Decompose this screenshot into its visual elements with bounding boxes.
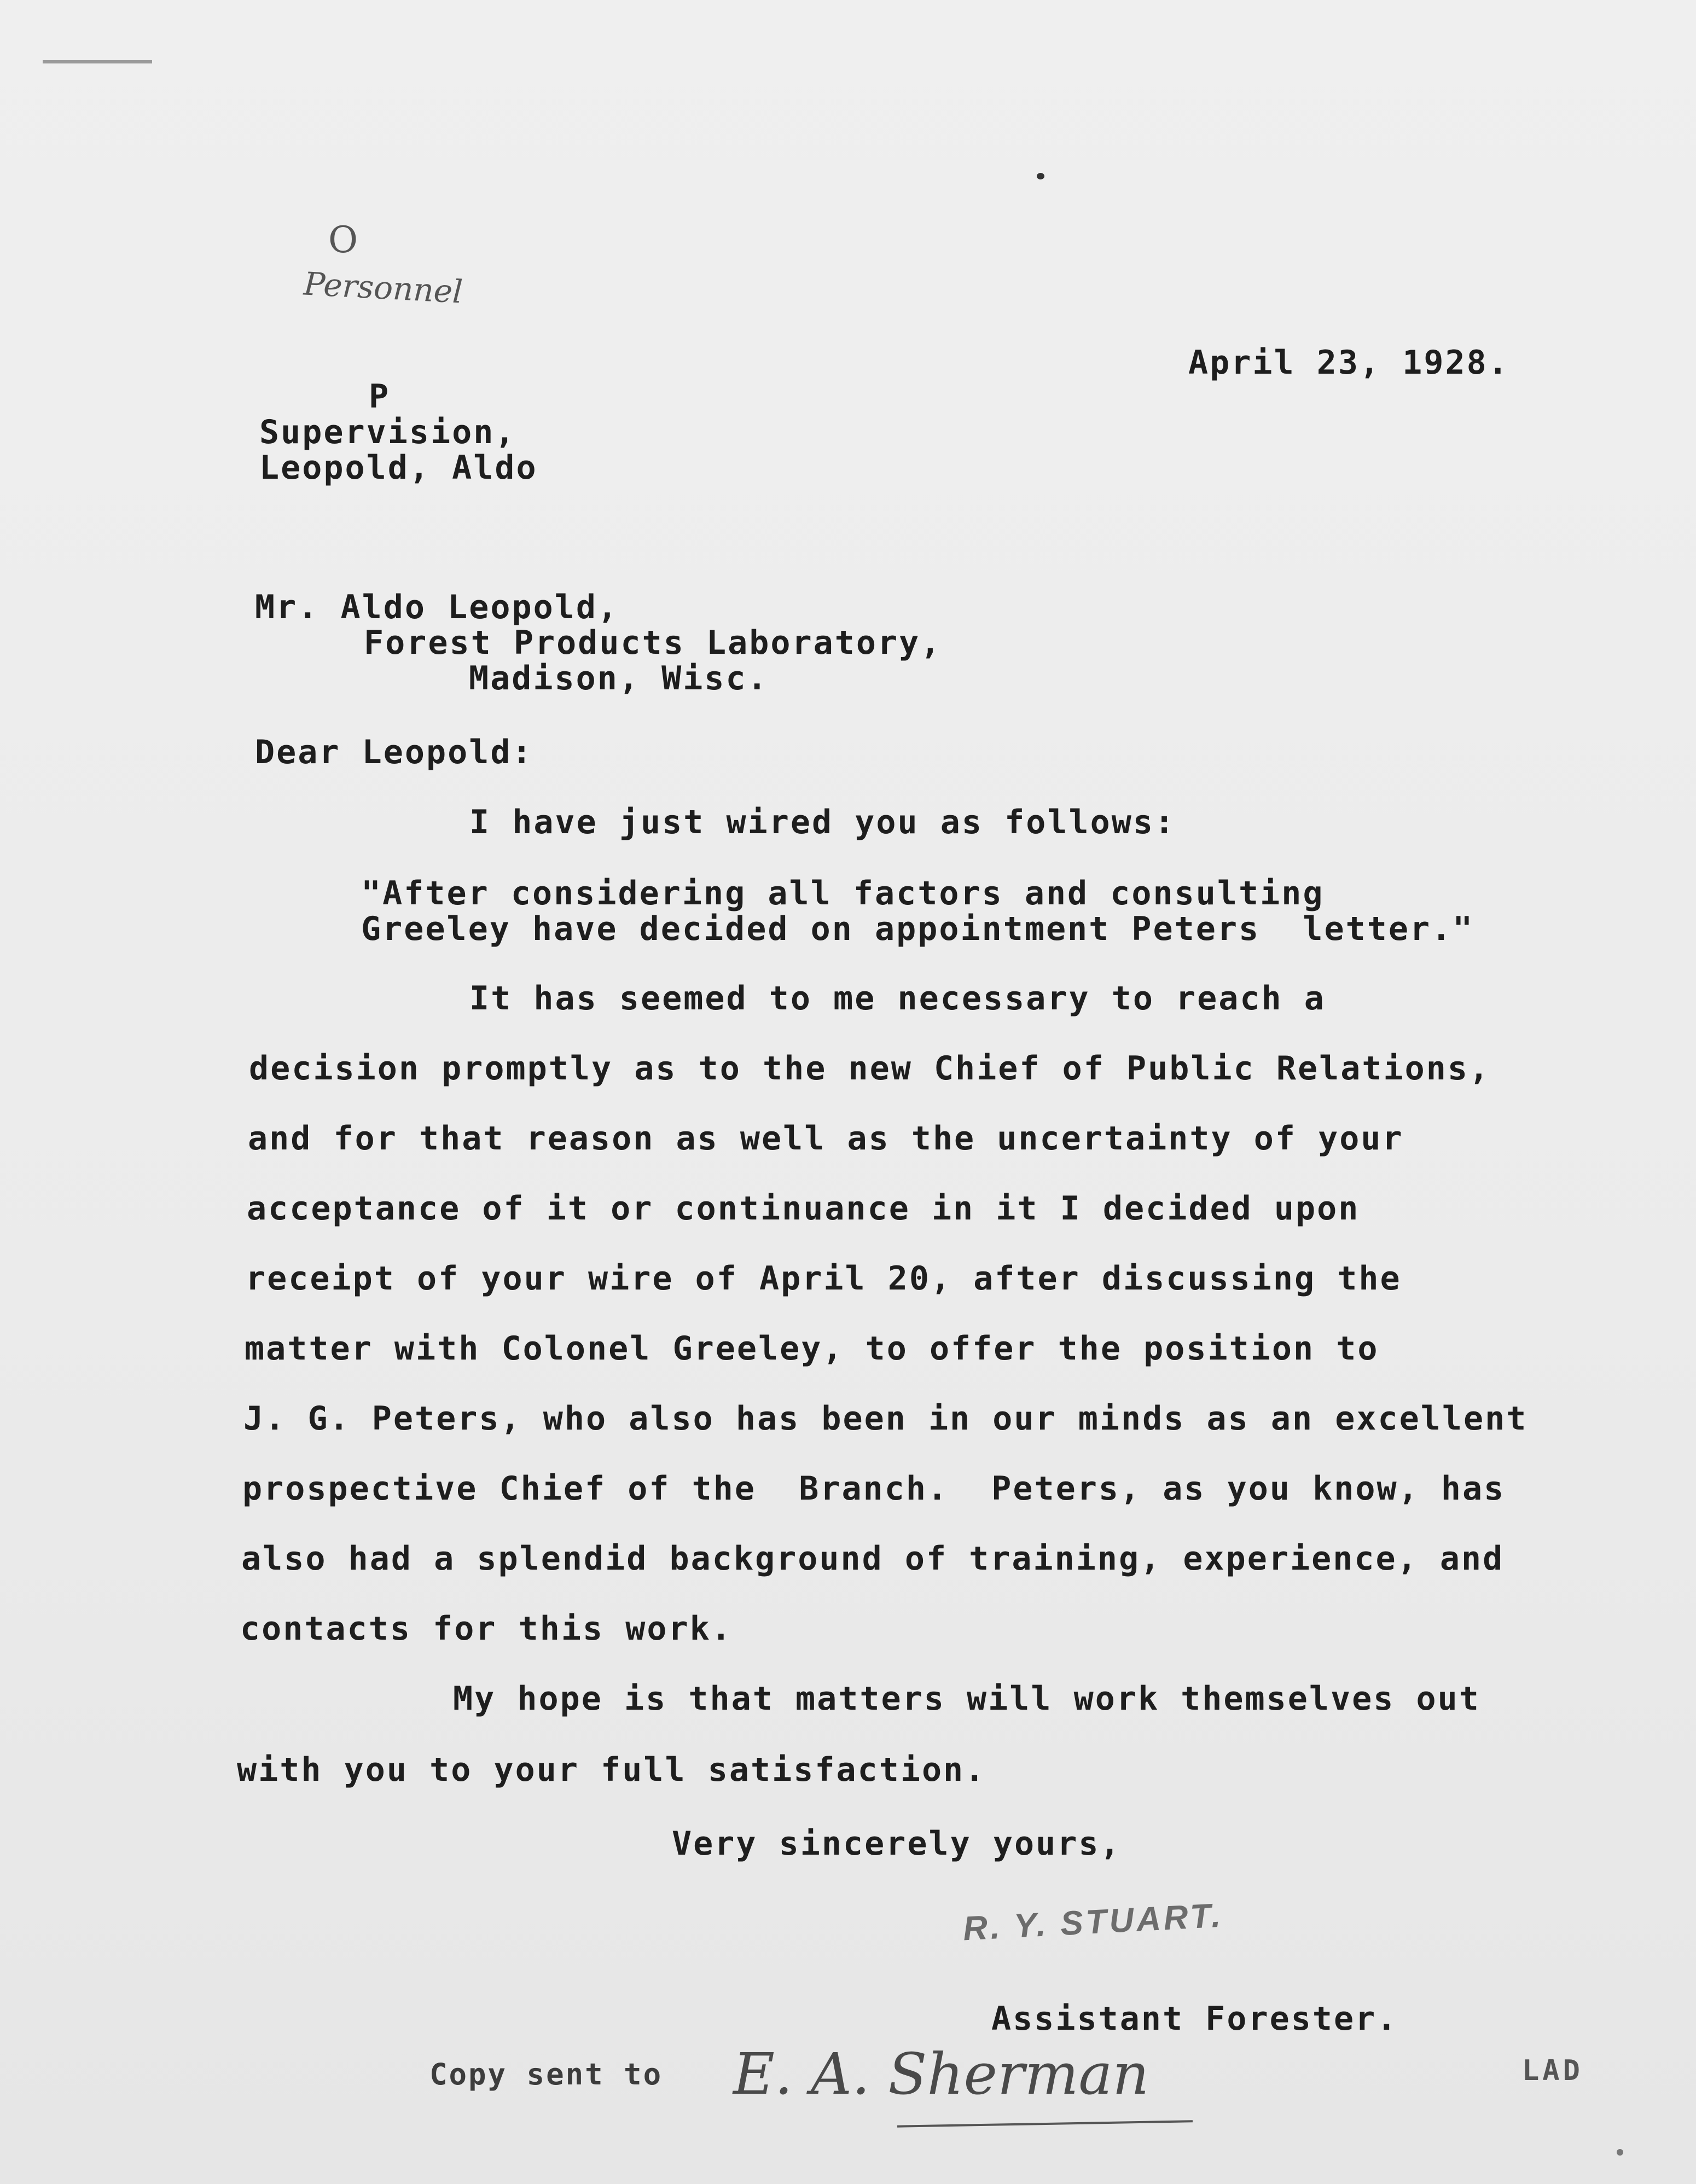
paragraph-line: contacts for this work.: [240, 1610, 733, 1648]
ink-speck: [1617, 2149, 1623, 2156]
recipient-name: Mr. Aldo Leopold,: [255, 588, 619, 626]
paragraph-line: also had a splendid background of training, experience, and: [241, 1540, 1505, 1578]
typist-initials: LAD: [1522, 2054, 1583, 2087]
recipient-org: Forest Products Laboratory,: [364, 624, 942, 662]
paragraph-line: matter with Colonel Greeley, to offer the position to: [245, 1329, 1379, 1368]
paragraph-line: acceptance of it or continuance in it I decided upon: [247, 1189, 1360, 1228]
signature-stamp: R. Y. STUART.: [962, 1896, 1224, 1948]
quoted-telegram-line1: "After considering all factors and consulting: [361, 874, 1325, 913]
file-code: P: [369, 377, 391, 416]
paragraph-line: decision promptly as to the new Chief of Public Relations,: [249, 1049, 1491, 1088]
name-underline: [897, 2120, 1193, 2127]
paragraph-line: J. G. Peters, who also has been in our minds as an excellent: [243, 1399, 1528, 1438]
handwritten-copy-recipient: E. A. Sherman: [733, 2041, 1149, 2107]
paragraph-line: prospective Chief of the Branch. Peters, as you know, has: [242, 1469, 1506, 1508]
paragraph-line: My hope is that matters will work themselves out: [453, 1680, 1480, 1718]
signatory-title: Assistant Forester.: [991, 2000, 1398, 2038]
salutation: Dear Leopold:: [255, 733, 533, 771]
edge-mark: [43, 60, 152, 63]
ink-speck: [1037, 173, 1044, 179]
copy-sent-label: Copy sent to: [429, 2057, 663, 2092]
handwritten-file-note: Personnel: [303, 265, 464, 311]
closing: Very sincerely yours,: [672, 1825, 1122, 1863]
file-ref-line1: Supervision,: [259, 413, 516, 451]
paragraph-line: It has seemed to me necessary to reach a: [469, 979, 1326, 1018]
intro-line: I have just wired you as follows:: [469, 803, 1176, 841]
file-ref-line2: Leopold, Aldo: [259, 449, 538, 487]
quoted-telegram-line2: Greeley have decided on appointment Peters letter.": [361, 910, 1474, 948]
paragraph-line: with you to your full satisfaction.: [237, 1751, 986, 1789]
paragraph-line: and for that reason as well as the uncertainty of your: [248, 1119, 1404, 1158]
letter-date: April 23, 1928.: [1188, 344, 1509, 382]
recipient-city: Madison, Wisc.: [469, 659, 769, 698]
handwritten-mark: O: [328, 219, 358, 261]
paragraph-line: receipt of your wire of April 20, after discussing the: [246, 1259, 1402, 1298]
